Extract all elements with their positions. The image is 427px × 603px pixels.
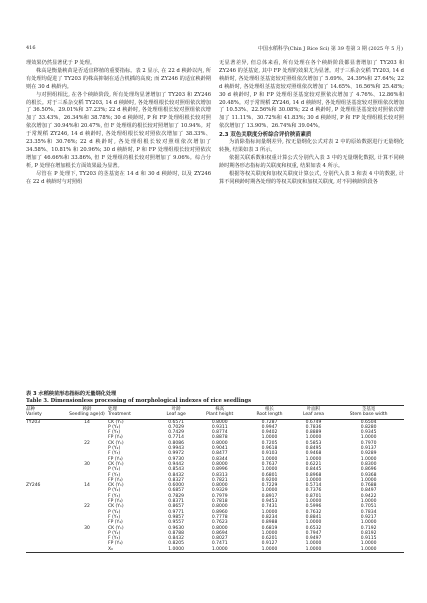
table-cell: 0.6000 <box>168 483 185 489</box>
table-cell: 1.0000 <box>305 499 322 505</box>
table-cell: 0.7778 <box>211 514 228 520</box>
column-header: Plant height <box>194 412 245 419</box>
table-cell: 0.7192 <box>360 525 377 531</box>
table-cell: 0.8543 <box>168 467 185 473</box>
column-header: 茎基宽 <box>333 406 404 413</box>
table-cell: 1.0000 <box>360 456 377 462</box>
page-header <box>26 45 403 55</box>
table-cell: 0.6749 <box>305 419 322 425</box>
column-header: Seedling age(d) <box>66 412 108 419</box>
table-cell: 1.0000 <box>261 435 278 441</box>
table-cell: 0.8497 <box>360 488 377 494</box>
table-cell: ZY246 <box>26 483 41 489</box>
table-cell: 0.8788 <box>168 530 185 536</box>
table-cell: F (Y₃) <box>108 493 121 499</box>
table-cell: 0.8027 <box>211 536 228 542</box>
table-cell: 0.8234 <box>261 514 278 520</box>
table-cell: 0.6221 <box>305 461 322 467</box>
table-cell: 1.0000 <box>360 499 377 505</box>
table-cell: 0.7051 <box>360 504 377 510</box>
paragraph: 为消除指标间量纲差异, 按无量纲化公式对表 2 中的原始数据进行无量纲化转换, 结果如表 3 所示。 <box>219 139 404 154</box>
table-cell: 0.7431 <box>261 504 278 510</box>
table-cell: 0.9402 <box>261 430 278 436</box>
table-cell: 1.0000 <box>245 547 294 553</box>
table-cell: 0.9630 <box>168 525 185 531</box>
table-cell: 1.0000 <box>333 547 404 553</box>
table-cell: 14 <box>84 419 90 425</box>
table-cell: 1.0000 <box>360 435 377 441</box>
table-cell: 0.9311 <box>211 424 228 430</box>
table-cell: 1.0000 <box>305 520 322 526</box>
paragraph: 依据关联系数和权重计算公式分别代入表 3 中的无量纲化数据, 计算不同秧龄时期各形态指标的关联度和权重, 结果如表 4 所示。 <box>219 154 404 169</box>
table-cell: FP (Y₄) <box>108 456 123 462</box>
table-cell: 1.0000 <box>305 435 322 441</box>
paragraph: 尽管在 P 处理下, TY203 的茎基宽在 14 d 和 30 d 秧龄时, 以及 ZY246 在 22 d 秧龄时与对照组 <box>26 170 211 185</box>
table-cell: 0.9947 <box>261 424 278 430</box>
table-cell: 0.8300 <box>360 461 377 467</box>
table-cell: 0.8996 <box>211 467 228 473</box>
table-cell: 1.0000 <box>261 467 278 473</box>
table-cell: 0.8917 <box>261 493 278 499</box>
table-cell: 14 <box>84 483 90 489</box>
table-cell: 0.9857 <box>168 514 185 520</box>
table-cell: 0.9345 <box>360 430 377 436</box>
table-cell: F (Y₃) <box>108 514 121 520</box>
table-cell: 0.8988 <box>261 520 278 526</box>
table-header-en <box>26 412 404 419</box>
table-cell: 0.7821 <box>211 477 228 483</box>
table-cell: 1.0000 <box>305 477 322 483</box>
column-header: 处理 <box>108 406 158 413</box>
table-cell: F (Y₃) <box>108 430 121 436</box>
table-cell: 0.8086 <box>168 440 185 446</box>
table-cell: CK (Y₁) <box>108 525 124 531</box>
table-cell: 0.9200 <box>261 477 278 483</box>
table-cell: 0.7979 <box>211 493 228 499</box>
table-cell: P (Y₂) <box>108 467 121 473</box>
table-cell: 0.8000 <box>211 440 228 446</box>
table-cell: 0.6532 <box>305 525 322 531</box>
table-cell: 0.8432 <box>168 472 185 478</box>
table-cell: 0.7029 <box>168 424 185 430</box>
table-cell: 0.8774 <box>211 430 228 436</box>
table-cell: 0.9943 <box>168 446 185 452</box>
table-cell: FP (Y₄) <box>108 477 123 483</box>
table-cell: 0.8000 <box>211 461 228 467</box>
table-cell: 0.8344 <box>211 456 228 462</box>
table-cell: X₀ <box>108 547 158 553</box>
table-cell: 0.8878 <box>211 435 228 441</box>
table-cell: CK (Y₁) <box>108 461 124 467</box>
table-cell: 0.5996 <box>305 504 322 510</box>
table-cell: 1.0000 <box>261 488 278 494</box>
table-cell: 0.9618 <box>261 446 278 452</box>
table-cell: CK (Y₁) <box>108 440 124 446</box>
table-caption <box>26 391 404 405</box>
table-cell: 0.9442 <box>168 461 185 467</box>
table-cell: P (Y₂) <box>108 424 121 430</box>
column-header: Stem base width <box>333 412 404 419</box>
table-cell: 0.9468 <box>305 451 322 457</box>
table-cell: 0.9497 <box>305 536 322 542</box>
table-cell: 0.7429 <box>168 430 185 436</box>
journal-title: 中国水稻科学(Chin J Rice Sci) 第 39 卷第 3 期 (2025 年 5 月) <box>257 46 403 52</box>
table-cell: CK (Y₁) <box>108 483 124 489</box>
table-cell: 0.9972 <box>168 451 185 457</box>
table-cell: 0.8841 <box>305 514 322 520</box>
table-cell: FP (Y₄) <box>108 541 123 547</box>
table-cell: 0.7818 <box>211 499 228 505</box>
table-cell: 1.0000 <box>261 530 278 536</box>
body-columns <box>26 60 404 390</box>
table-cell: TY203 <box>26 419 41 425</box>
table-cell: 0.9115 <box>360 536 377 542</box>
table-cell: 1.0000 <box>305 541 322 547</box>
right-column <box>219 60 404 187</box>
table-cell: 0.7376 <box>305 488 322 494</box>
table-cell: 0.6857 <box>168 488 185 494</box>
table-cell: 0.7637 <box>261 461 278 467</box>
left-column <box>26 60 211 187</box>
table-cell: 0.8000 <box>211 525 228 531</box>
table-cell: P (Y₂) <box>108 446 121 452</box>
table-cell: 0.5714 <box>305 483 322 489</box>
table-cell: 0.7836 <box>305 424 322 430</box>
table-cell: FP (Y₄) <box>108 435 123 441</box>
table-cell: 1.0000 <box>158 547 194 553</box>
column-header: Leaf age <box>158 412 194 419</box>
table-cell <box>26 547 66 553</box>
table-cell: 0.7829 <box>168 493 185 499</box>
table-cell: 0.5853 <box>305 440 322 446</box>
column-header: 秧龄 <box>66 406 108 413</box>
table-cell: 0.8495 <box>305 446 322 452</box>
table-cell: 1.0000 <box>360 520 377 526</box>
table-cell: 0.6201 <box>261 536 278 542</box>
table-cell: 0.6819 <box>261 525 278 531</box>
table-cell: 0.8696 <box>360 467 377 473</box>
table-cell: CK (Y₁) <box>108 504 124 510</box>
column-header: Leaf area <box>294 412 333 419</box>
paragraph: 与对照组相比, 在各个秧龄阶段, 所有处理均显著增加了 TY203 和 ZY246 的根长。对于三系杂交稻 TY203, 14 d 秧龄时, 各处理组根长较对照组依次增加了 36.50%、29.01%和 37.23%; 22 d 秧龄时, 各处理组根长较对照组依次增加了 33.43%、26.34%和 38.78%; 30 d 秧龄时, P 和 FP 处理组根长较对照依次增加了 30.94%和 20.47%, 但 F 处理组的根长较对照增加了 10.94%。对于常规稻 ZY246, 14 d 秧龄时, 各处理组根长较对照依次增加了 38.33%、23.35%和 30.76%; 22 d 秧龄时, 各处理组根长较对照组依次增加了 34.58%、10.81% 和 20.96%; 30 d 秧龄时, P 和 FP 处理组根长较对照依次增加了 46.66%和 33.86%, 但 F 处理组的根长较对照增加了 9.06%。综合分析, P 处理在增加根长方面效果最为显著。 <box>26 91 211 169</box>
table-cell: 0.8657 <box>168 504 185 510</box>
column-header: Treatment <box>108 412 158 419</box>
table-cell: P (Y₂) <box>108 530 121 536</box>
table-cell: 1.0000 <box>305 456 322 462</box>
table-cell: 0.6571 <box>168 419 185 425</box>
table-cell: 0.7229 <box>261 483 278 489</box>
table-cell: 0.9041 <box>211 446 228 452</box>
table-cell: 0.8313 <box>211 472 228 478</box>
table-cell: 0.7205 <box>261 440 278 446</box>
table-cell: 0.6504 <box>360 419 377 425</box>
table-cell: 0.8968 <box>305 472 322 478</box>
table-cell: 30 <box>84 461 90 467</box>
table-cell: 0.9771 <box>168 509 185 515</box>
table-cell: 0.8000 <box>211 419 228 425</box>
table-cell: 0.8445 <box>305 467 322 473</box>
table-cell: 0.8432 <box>168 536 185 542</box>
column-header: 叶龄 <box>158 406 194 413</box>
table-caption-zh: 表 3 水稻秧苗形态指标的无量纲化处理 <box>26 391 117 397</box>
paragraph: 株高是衡量秧苗是否适宜移植的重要指标。表 2 显示, 在 22 d 秧龄以内, 所有处理均促进了 TY203 的株高抑制在适合机插的高度; 而 ZY246 的适宜秧龄期则在 30 d 秧龄内。 <box>26 67 211 90</box>
table-cell: 1.0000 <box>360 541 377 547</box>
table-cell: 0.8701 <box>305 493 322 499</box>
table-cell: 0.9329 <box>211 488 228 494</box>
table-cell: 0.8960 <box>211 509 228 515</box>
table-cell: 0.8205 <box>168 541 185 547</box>
table-cell: 0.7834 <box>360 509 377 515</box>
table-cell: 1.0000 <box>261 509 278 515</box>
table-cell: FP (Y₄) <box>108 520 123 526</box>
table-cell: 0.8477 <box>211 451 228 457</box>
table-cell: 0.7471 <box>211 541 228 547</box>
table-cell: 1.0000 <box>194 547 245 553</box>
dimensionless-table <box>26 405 404 553</box>
table-cell: 0.9453 <box>261 499 278 505</box>
table-cell: 0.8192 <box>360 530 377 536</box>
column-header: Variety <box>26 412 66 419</box>
table-cell: 0.9557 <box>168 520 185 526</box>
table-cell: 0.7632 <box>305 509 322 515</box>
table-cell: 0.9289 <box>360 451 377 457</box>
table-cell: 0.7714 <box>168 435 185 441</box>
table-cell: 0.8694 <box>211 530 228 536</box>
table-cell: 0.7947 <box>305 530 322 536</box>
table-cell: 0.8000 <box>211 483 228 489</box>
table-cell: CK (Y₁) <box>108 419 124 425</box>
table-cell: 0.9368 <box>360 472 377 478</box>
table-cell <box>66 547 108 553</box>
table-cell: 1.0000 <box>294 547 333 553</box>
table-cell: P (Y₂) <box>108 488 121 494</box>
table-cell: 0.9730 <box>168 456 185 462</box>
table-cell: 0.9422 <box>360 493 377 499</box>
table-cell: F (Y₃) <box>108 472 121 478</box>
table-cell: 0.8889 <box>305 430 322 436</box>
table-cell: 0.9217 <box>360 514 377 520</box>
table-cell: 22 <box>84 504 90 510</box>
table-cell: 0.7623 <box>211 520 228 526</box>
table-cell: 1.0000 <box>360 477 377 483</box>
page-number: 416 <box>26 45 36 51</box>
section-heading: 2.3 双色关联度分析综合评价秧苗素质 <box>219 132 312 139</box>
table-cell: 0.9137 <box>360 446 377 452</box>
column-header: Root length <box>245 412 294 419</box>
table-cell: 0.7970 <box>360 440 377 446</box>
table-cell: FP (Y₄) <box>108 499 123 505</box>
table-cell: 0.8371 <box>168 499 185 505</box>
table-body <box>26 419 404 552</box>
column-header: 品种 <box>26 406 66 413</box>
table-cell: 0.8327 <box>168 477 185 483</box>
table-cell: 0.8280 <box>360 424 377 430</box>
paragraph: 根据等权关联度和加权关联度计算公式, 分别代入表 3 和表 4 中的数据, 计算不同秧龄时期各处理的等权关联度和加权关联度, 对不同秧龄阶段各 <box>219 170 404 185</box>
column-header: 叶面积 <box>294 406 333 413</box>
paragraph: 理效果仍然显著优于 P 处理。 <box>26 60 96 66</box>
column-header: 株高 <box>194 406 245 413</box>
column-header: 根长 <box>245 406 294 413</box>
table-cell: 1.0000 <box>261 456 278 462</box>
table-cell: 0.7287 <box>261 419 278 425</box>
table-cell: 30 <box>84 525 90 531</box>
table-cell: 0.7688 <box>360 483 377 489</box>
table-row <box>26 547 404 553</box>
table-cell: 0.6801 <box>261 472 278 478</box>
table-cell: 22 <box>84 440 90 446</box>
table-cell: F (Y₃) <box>108 536 121 542</box>
table-cell: 0.9127 <box>261 541 278 547</box>
table-cell: 0.9103 <box>261 451 278 457</box>
table-cell: P (Y₂) <box>108 509 121 515</box>
table-cell: 0.8000 <box>211 504 228 510</box>
paragraph: 无显著差异, 但总体来看, 所有处理在各个秧龄阶段都显著增加了 TY203 和 ZY246 的茎基宽, 其中 FP 处理的效果尤为显著。对于三系杂交稻 TY203, 14 d 秧龄时, 各处理组茎基宽较对照组依次增加了 5.69%、24.39%和 27.64%; 22 d 秧龄时, 各处理组茎基宽较对照组依次增加了 14.65%、16.56%和 25.48%; 30 d 秧龄时, P 和 FP 处理组茎基宽较对照依次增加了 4.76%、12.86%和 20.48%。对于常规稻 ZY246, 14 d 秧龄时, 各处理组茎基宽较对照组依次增加了 10.53%、22.56%和 30.08%; 22 d 秧龄时, P 处理组茎基宽较对照依次增加了 11.11%、30.72%和 41.83%; 30 d 秧龄时, P 和 FP 处理组根长较对照依次增加了 13.90%、26.74%和 39.04%。 <box>219 60 404 130</box>
table-cell: F (Y₃) <box>108 451 121 457</box>
table-caption-en: Table 3. Dimensionless processing of morphological indexes of rice seedlings <box>26 398 252 404</box>
